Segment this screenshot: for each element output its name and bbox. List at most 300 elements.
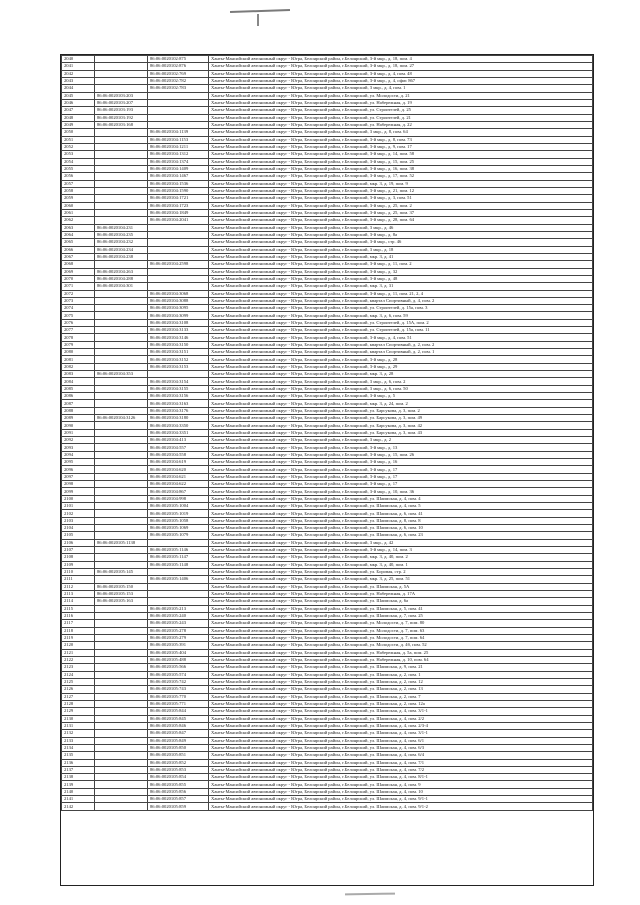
address-cell: Ханты-Мансийский автономный округ - Югра, Белоярский район, г.Белоярский, ул. Шаимская, д. 4, пом. 8/1-1 (209, 774, 593, 781)
cadastral-object-cell: 86:06:0020104:3154 (148, 378, 209, 385)
row-number-cell: 2136 (62, 759, 95, 766)
cadastral-parcel-cell (95, 700, 148, 707)
row-number-cell: 2045 (62, 92, 95, 99)
cadastral-parcel-cell: 86:06:0020104:231 (95, 224, 148, 231)
cadastral-parcel-cell (95, 173, 148, 180)
row-number-cell: 2116 (62, 612, 95, 619)
cadastral-parcel-cell (95, 202, 148, 209)
table-row (62, 209, 593, 216)
cadastral-parcel-cell: 86:06:0020104:232 (95, 239, 148, 246)
cadastral-parcel-cell (95, 63, 148, 70)
cadastral-object-cell (148, 268, 209, 275)
address-cell: Ханты-Мансийский автономный округ - Югра, Белоярский район, г.Белоярский, 3-й мкр., д. 15, пом. 26 (209, 451, 593, 458)
cadastral-object-cell: 86:06:0020105:845 (148, 715, 209, 722)
cadastral-parcel-cell (95, 327, 148, 334)
cadastral-object-cell: 86:06:0020104:3099 (148, 312, 209, 319)
address-cell: Ханты-Мансийский автономный округ - Югра, Белоярский район, г.Белоярский, ул. Строителей, д. 21 (209, 114, 593, 121)
cadastral-object-cell: 86:06:0020105:574 (148, 671, 209, 678)
row-number-cell: 2105 (62, 532, 95, 539)
cadastral-object-cell: 86:06:0020104:1312 (148, 151, 209, 158)
cadastral-object-cell: 86:06:0020104:1723 (148, 202, 209, 209)
row-number-cell: 2134 (62, 744, 95, 751)
cadastral-parcel-cell (95, 481, 148, 488)
cadastral-object-cell: 86:06:0020102:782 (148, 77, 209, 84)
address-cell: Ханты-Мансийский автономный округ - Югра, Белоярский район, г.Белоярский, ул. Шаимская, д. 6а (209, 598, 593, 605)
address-cell: Ханты-Мансийский автономный округ - Югра, Белоярский район, г.Белоярский, 3 мкр., д. 6, пом. 50 (209, 385, 593, 392)
table-row (62, 664, 593, 671)
table-row (62, 224, 593, 231)
cadastral-object-cell: 86:06:0020104:1721 (148, 195, 209, 202)
cadastral-object-cell: 86:06:0020104:622 (148, 481, 209, 488)
cadastral-object-cell: 86:06:0020105:857 (148, 796, 209, 803)
row-number-cell: 2085 (62, 385, 95, 392)
cadastral-parcel-cell (95, 70, 148, 77)
row-number-cell: 2074 (62, 305, 95, 312)
address-cell: Ханты-Мансийский автономный округ - Югра, Белоярский район, г.Белоярский, 3-й мкр., д. 10, пом. 36 (209, 488, 593, 495)
address-cell: Ханты-Мансийский автономный округ - Югра, Белоярский район, г.Белоярский, 3 мкр., д. 8, пом. 64 (209, 129, 593, 136)
address-cell: Ханты-Мансийский автономный округ - Югра, Белоярский район, г.Белоярский, ул. Набережная, д. 19 (209, 99, 593, 106)
table-row (62, 283, 593, 290)
table-row (62, 612, 593, 619)
table-row (62, 165, 593, 172)
cadastral-parcel-cell: 86:06:0020105:1138 (95, 539, 148, 546)
address-cell: Ханты-Мансийский автономный округ - Югра, Белоярский район, г.Белоярский, 3-й мкр., стр. 46 (209, 239, 593, 246)
cadastral-object-cell (148, 224, 209, 231)
cadastral-parcel-cell (95, 378, 148, 385)
cadastral-object-cell (148, 590, 209, 597)
cadastral-object-cell: 86:06:0020105:856 (148, 788, 209, 795)
row-number-cell: 2061 (62, 209, 95, 216)
cadastral-object-cell: 86:06:0020105:278 (148, 627, 209, 634)
table-row (62, 371, 593, 378)
table-row (62, 400, 593, 407)
cadastral-parcel-cell (95, 187, 148, 194)
table-row (62, 583, 593, 590)
cadastral-object-cell: 86:06:0020104:2598 (148, 261, 209, 268)
row-number-cell: 2114 (62, 598, 95, 605)
row-number-cell: 2099 (62, 488, 95, 495)
table-row (62, 407, 593, 414)
cadastral-parcel-cell (95, 752, 148, 759)
cadastral-object-cell: 86:06:0020104:3133 (148, 327, 209, 334)
cadastral-parcel-cell (95, 664, 148, 671)
cadastral-parcel-cell (95, 356, 148, 363)
cadastral-object-cell (148, 598, 209, 605)
address-cell: Ханты-Мансийский автономный округ - Югра, Белоярский район, г.Белоярский, 3-й мкр., д. 17 (209, 466, 593, 473)
cadastral-parcel-cell: 86:06:0020105:150 (95, 583, 148, 590)
address-cell: Ханты-Мансийский автономный округ - Югра, Белоярский район, г.Белоярский, ул. Боровая, стр. 2 (209, 568, 593, 575)
row-number-cell: 2119 (62, 634, 95, 641)
table-row (62, 598, 593, 605)
cadastral-parcel-cell (95, 437, 148, 444)
row-number-cell: 2113 (62, 590, 95, 597)
address-cell: Ханты-Мансийский автономный округ - Югра, Белоярский район, г.Белоярский, 3 мкр., д. 46 (209, 224, 593, 231)
address-cell: Ханты-Мансийский автономный округ - Югра, Белоярский район, г.Белоярский, ул. Шаимская, д. 4, пом. 6/1 (209, 737, 593, 744)
table-row (62, 378, 593, 385)
cadastral-object-cell (148, 99, 209, 106)
row-number-cell: 2137 (62, 766, 95, 773)
cadastral-object-cell: 86:06:0020105:847 (148, 730, 209, 737)
address-cell: Ханты-Мансийский автономный округ - Югра, Белоярский район, г.Белоярский, 3-й мкр., д. 4, пом. 48 (209, 70, 593, 77)
cadastral-object-cell: 86:06:0020104:1139 (148, 129, 209, 136)
table-row (62, 312, 593, 319)
address-cell: Ханты-Мансийский автономный округ - Югра, Белоярский район, г.Белоярский, ул. Строителей, д. 15а, пом. 3 (209, 305, 593, 312)
address-cell: Ханты-Мансийский автономный округ - Югра, Белоярский район, г.Белоярский, ул. Набережная, д. 22 (209, 121, 593, 128)
cadastral-object-cell (148, 239, 209, 246)
cadastral-parcel-cell (95, 195, 148, 202)
row-number-cell: 2138 (62, 774, 95, 781)
row-number-cell: 2047 (62, 107, 95, 114)
table-row (62, 752, 593, 759)
cadastral-parcel-cell (95, 715, 148, 722)
address-cell: Ханты-Мансийский автономный округ - Югра, Белоярский район, г.Белоярский, квартал Спортивный, д. 2, пом. 2 (209, 341, 593, 348)
cadastral-parcel-cell (95, 129, 148, 136)
address-cell: Ханты-Мансийский автономный округ - Югра, Белоярский район, г.Белоярский, 3-й мкр., д. 18, пом. 27 (209, 63, 593, 70)
cadastral-parcel-cell (95, 737, 148, 744)
table-row (62, 173, 593, 180)
address-cell: Ханты-Мансийский автономный округ - Югра, Белоярский район, г.Белоярский, 3-й мкр., д. 14, пом. 58 (209, 151, 593, 158)
cadastral-object-cell: 86:06:0020104:1849 (148, 209, 209, 216)
cadastral-parcel-cell (95, 576, 148, 583)
cadastral-parcel-cell (95, 209, 148, 216)
row-number-cell: 2052 (62, 143, 95, 150)
row-number-cell: 2141 (62, 796, 95, 803)
table-row (62, 642, 593, 649)
address-cell: Ханты-Мансийский автономный округ - Югра, Белоярский район, г.Белоярский, 3-й мкр., д. 16 (209, 459, 593, 466)
address-cell: Ханты-Мансийский автономный округ - Югра, Белоярский район, г.Белоярский, ул. Шаимская, д. 4, пом. 3/1-1 (209, 730, 593, 737)
address-cell: Ханты-Мансийский автономный округ - Югра, Белоярский район, г.Белоярский, ул. Молодости, д. 7, пом. 64 (209, 634, 593, 641)
table-row (62, 700, 593, 707)
cadastral-object-cell: 86:06:0020104:1467 (148, 173, 209, 180)
table-row (62, 568, 593, 575)
table-row (62, 437, 593, 444)
address-cell: Ханты-Мансийский автономный округ - Югра, Белоярский район, г.Белоярский, ул. Шаимская, д. 6, пом. 23 (209, 532, 593, 539)
cadastral-parcel-cell (95, 788, 148, 795)
row-number-cell: 2072 (62, 290, 95, 297)
cadastral-object-cell (148, 539, 209, 546)
cadastral-object-cell: 86:06:0020105:243 (148, 620, 209, 627)
table-row (62, 590, 593, 597)
address-cell: Ханты-Мансийский автономный округ - Югра, Белоярский район, г.Белоярский, 3-й мкр., д. 32 (209, 268, 593, 275)
address-cell: Ханты-Мансийский автономный округ - Югра, Белоярский район, г.Белоярский, 3-й мкр., д. 28 (209, 356, 593, 363)
address-cell: Ханты-Мансийский автономный округ - Югра, Белоярский район, г.Белоярский, ул. Барсукова, д. 3, пом. 43 (209, 429, 593, 436)
cadastral-object-cell: 86:06:0020105:1406 (148, 576, 209, 583)
cadastral-parcel-cell (95, 451, 148, 458)
cadastral-parcel-cell (95, 627, 148, 634)
row-number-cell: 2094 (62, 451, 95, 458)
cadastral-object-cell: 86:06:0020105:851 (148, 752, 209, 759)
table-row (62, 744, 593, 751)
address-cell: Ханты-Мансийский автономный округ - Югра, Белоярский район, г.Белоярский, 3 мкр., д. 4, пом. 1 (209, 85, 593, 92)
address-cell: Ханты-Мансийский автономный округ - Югра, Белоярский район, г.Белоярский, 3-й мкр., д. 16, пом. 38 (209, 165, 593, 172)
cadastral-parcel-cell (95, 151, 148, 158)
cadastral-parcel-cell (95, 385, 148, 392)
row-number-cell: 2101 (62, 503, 95, 510)
row-number-cell: 2093 (62, 444, 95, 451)
row-number-cell: 2080 (62, 349, 95, 356)
cadastral-object-cell: 86:06:0020105:855 (148, 781, 209, 788)
row-number-cell: 2115 (62, 605, 95, 612)
table-row (62, 686, 593, 693)
cadastral-parcel-cell: 86:06:0020104:238 (95, 253, 148, 260)
row-number-cell: 2049 (62, 121, 95, 128)
cadastral-parcel-cell (95, 744, 148, 751)
cadastral-object-cell (148, 253, 209, 260)
cadastral-object-cell: 86:06:0020105:488 (148, 656, 209, 663)
cadastral-object-cell: 86:06:0020104:3350 (148, 422, 209, 429)
row-number-cell: 2102 (62, 510, 95, 517)
address-cell: Ханты-Мансийский автономный округ - Югра, Белоярский район, г.Белоярский, 3-й мкр., д. 8а (209, 231, 593, 238)
address-cell: Ханты-Мансийский автономный округ - Югра, Белоярский район, г.Белоярский, ул. Молодости, д. 7, пом. 63 (209, 627, 593, 634)
cadastral-object-cell: 86:06:0020102:876 (148, 63, 209, 70)
table-row (62, 422, 593, 429)
cadastral-parcel-cell (95, 510, 148, 517)
cadastral-parcel-cell (95, 796, 148, 803)
table-row (62, 217, 593, 224)
cadastral-parcel-cell: 86:06:0020103:193 (95, 107, 148, 114)
address-cell: Ханты-Мансийский автономный округ - Югра, Белоярский район, г.Белоярский, ул. Шаимская, д. 4, пом. 9/1-1 (209, 796, 593, 803)
cadastral-object-cell: 86:06:0020105:1146 (148, 546, 209, 553)
cadastral-parcel-cell: 86:06:0020104:263 (95, 268, 148, 275)
table-row (62, 459, 593, 466)
cadastral-object-cell: 86:06:0020105:742 (148, 678, 209, 685)
cadastral-parcel-cell: 86:06:0020104:234 (95, 246, 148, 253)
cadastral-object-cell: 86:06:0020105:1058 (148, 517, 209, 524)
row-number-cell: 2058 (62, 187, 95, 194)
cadastral-parcel-cell (95, 341, 148, 348)
row-number-cell: 2121 (62, 649, 95, 656)
cadastral-parcel-cell (95, 217, 148, 224)
address-cell: Ханты-Мансийский автономный округ - Югра, Белоярский район, г.Белоярский, ул. Шаимская, д. 2, пом. 12 (209, 678, 593, 685)
row-number-cell: 2066 (62, 246, 95, 253)
cadastral-object-cell (148, 371, 209, 378)
row-number-cell: 2046 (62, 99, 95, 106)
address-cell: Ханты-Мансийский автономный округ - Югра, Белоярский район, г.Белоярский, 3-й мкр., д. 4, пом. 51 (209, 334, 593, 341)
cadastral-object-cell (148, 583, 209, 590)
cadastral-parcel-cell (95, 422, 148, 429)
row-number-cell: 2095 (62, 459, 95, 466)
table-row (62, 510, 593, 517)
cadastral-parcel-cell: 86:06:0020103:192 (95, 114, 148, 121)
cadastral-object-cell: 86:06:0020105:770 (148, 693, 209, 700)
row-number-cell: 2135 (62, 752, 95, 759)
row-number-cell: 2050 (62, 129, 95, 136)
table-row (62, 107, 593, 114)
cadastral-parcel-cell (95, 261, 148, 268)
row-number-cell: 2079 (62, 341, 95, 348)
table-row (62, 737, 593, 744)
address-cell: Ханты-Мансийский автономный округ - Югра, Белоярский район, г.Белоярский, 3-й мкр., д. 15, пом. 25 (209, 158, 593, 165)
address-cell: Ханты-Мансийский автономный округ - Югра, Белоярский район, г.Белоярский, ул. Шаимская, д. 4, пом. 3/1-1 (209, 708, 593, 715)
cadastral-parcel-cell (95, 180, 148, 187)
address-cell: Ханты-Мансийский автономный округ - Югра, Белоярский район, г.Белоярский, мкр. 3, д. 25, пом. 51 (209, 576, 593, 583)
row-number-cell: 2082 (62, 363, 95, 370)
cadastral-object-cell: 86:06:0020104:3156 (148, 393, 209, 400)
cadastral-parcel-cell (95, 759, 148, 766)
cadastral-parcel-cell (95, 459, 148, 466)
cadastral-parcel-cell (95, 766, 148, 773)
scan-artifact-dot (257, 14, 259, 26)
row-number-cell: 2042 (62, 70, 95, 77)
row-number-cell: 2043 (62, 77, 95, 84)
cadastral-object-cell (148, 107, 209, 114)
cadastral-parcel-cell (95, 686, 148, 693)
address-cell: Ханты-Мансийский автономный округ - Югра, Белоярский район, г.Белоярский, 3-й мкр., д. 28, пом. 64 (209, 217, 593, 224)
row-number-cell: 2118 (62, 627, 95, 634)
cadastral-parcel-cell: 86:06:0020104:288 (95, 275, 148, 282)
cadastral-object-cell (148, 275, 209, 282)
row-number-cell: 2081 (62, 356, 95, 363)
table-row (62, 576, 593, 583)
cadastral-object-cell: 86:06:0020104:621 (148, 473, 209, 480)
table-row (62, 532, 593, 539)
row-number-cell: 2100 (62, 495, 95, 502)
cadastral-object-cell: 86:06:0020104:1409 (148, 165, 209, 172)
row-number-cell: 2076 (62, 319, 95, 326)
cadastral-parcel-cell: 86:06:0020104:3126 (95, 415, 148, 422)
address-cell: Ханты-Мансийский автономный округ - Югра, Белоярский район, г.Белоярский, ул. Молодости, д. 4б, пом. 52 (209, 642, 593, 649)
row-number-cell: 2068 (62, 261, 95, 268)
cadastral-parcel-cell (95, 429, 148, 436)
row-number-cell: 2091 (62, 429, 95, 436)
row-number-cell: 2075 (62, 312, 95, 319)
cadastral-object-cell: 86:06:0020104:3176 (148, 407, 209, 414)
table-row (62, 481, 593, 488)
table-row (62, 385, 593, 392)
cadastral-object-cell: 86:06:0020105:846 (148, 722, 209, 729)
table-row (62, 788, 593, 795)
row-number-cell: 2108 (62, 554, 95, 561)
table-row (62, 693, 593, 700)
table-row (62, 136, 593, 143)
table-row (62, 327, 593, 334)
cadastral-object-cell: 86:06:0020104:1153 (148, 136, 209, 143)
cadastral-object-cell: 86:06:0020105:1079 (148, 532, 209, 539)
cadastral-object-cell: 86:06:0020105:391 (148, 642, 209, 649)
row-number-cell: 2051 (62, 136, 95, 143)
table-row (62, 525, 593, 532)
table-row (62, 473, 593, 480)
table-row (62, 627, 593, 634)
address-cell: Ханты-Мансийский автономный округ - Югра, Белоярский район, г.Белоярский, 3-й мкр., д. 29 (209, 363, 593, 370)
row-number-cell: 2133 (62, 737, 95, 744)
table-row (62, 722, 593, 729)
scan-artifact-bottom (345, 893, 395, 896)
table-row (62, 114, 593, 121)
cadastral-object-cell: 86:06:0020104:3180 (148, 415, 209, 422)
cadastral-parcel-cell (95, 503, 148, 510)
cadastral-parcel-cell (95, 612, 148, 619)
row-number-cell: 2112 (62, 583, 95, 590)
row-number-cell: 2139 (62, 781, 95, 788)
row-number-cell: 2059 (62, 195, 95, 202)
address-cell: Ханты-Мансийский автономный округ - Югра, Белоярский район, г.Белоярский, ул. Шаимская, д. 4, пом. 6/3 (209, 744, 593, 751)
table-row (62, 246, 593, 253)
row-number-cell: 2057 (62, 180, 95, 187)
row-number-cell: 2117 (62, 620, 95, 627)
row-number-cell: 2089 (62, 415, 95, 422)
cadastral-object-cell: 86:06:0020105:1019 (148, 510, 209, 517)
table-row (62, 253, 593, 260)
row-number-cell: 2073 (62, 297, 95, 304)
row-number-cell: 2067 (62, 253, 95, 260)
cadastral-object-cell: 86:06:0020105:849 (148, 737, 209, 744)
table-row (62, 649, 593, 656)
row-number-cell: 2106 (62, 539, 95, 546)
cadastral-object-cell: 86:06:0020104:1536 (148, 180, 209, 187)
address-cell: Ханты-Мансийский автономный округ - Югра, Белоярский район, г.Белоярский, 3-й мкр., д. 11, пом. 21, 2, 4 (209, 290, 593, 297)
table-row (62, 268, 593, 275)
row-number-cell: 2056 (62, 173, 95, 180)
cadastral-object-cell: 86:06:0020104:558 (148, 451, 209, 458)
row-number-cell: 2132 (62, 730, 95, 737)
table-row (62, 143, 593, 150)
row-number-cell: 2048 (62, 114, 95, 121)
cadastral-parcel-cell (95, 319, 148, 326)
cadastral-parcel-cell (95, 546, 148, 553)
cadastral-object-cell: 86:06:0020104:3068 (148, 290, 209, 297)
cadastral-object-cell: 86:06:0020104:3163 (148, 400, 209, 407)
cadastral-object-cell: 86:06:0020104:619 (148, 459, 209, 466)
cadastral-parcel-cell (95, 407, 148, 414)
row-number-cell: 2107 (62, 546, 95, 553)
table-row (62, 85, 593, 92)
table-row (62, 803, 593, 810)
cadastral-parcel-cell (95, 165, 148, 172)
cadastral-parcel-cell (95, 297, 148, 304)
cadastral-object-cell: 86:06:0020105:1069 (148, 525, 209, 532)
row-number-cell: 2054 (62, 158, 95, 165)
address-cell: Ханты-Мансийский автономный округ - Югра, Белоярский район, г.Белоярский, мкр. 3, д. 41 (209, 253, 593, 260)
cadastral-object-cell: 86:06:0020105:404 (148, 649, 209, 656)
cadastral-object-cell: 86:06:0020104:557 (148, 444, 209, 451)
table-row (62, 129, 593, 136)
cadastral-object-cell: 86:06:0020104:2041 (148, 217, 209, 224)
cadastral-object-cell: 86:06:0020105:1147 (148, 554, 209, 561)
address-cell: Ханты-Мансийский автономный округ - Югра, Белоярский район, г.Белоярский, ул. Набережная, д. 5а, пом. 25 (209, 649, 593, 656)
cadastral-parcel-cell (95, 136, 148, 143)
table-row (62, 766, 593, 773)
row-number-cell: 2062 (62, 217, 95, 224)
table-row (62, 796, 593, 803)
cadastral-parcel-cell (95, 525, 148, 532)
cadastral-object-cell: 86:06:0020104:1590 (148, 187, 209, 194)
cadastral-parcel-cell (95, 803, 148, 810)
cadastral-parcel-cell (95, 473, 148, 480)
table-row (62, 671, 593, 678)
cadastral-parcel-cell (95, 620, 148, 627)
address-cell: Ханты-Мансийский автономный округ - Югра, Белоярский район, г.Белоярский, ул. Шаимская, д. 4, пом. 5 (209, 503, 593, 510)
cadastral-parcel-cell (95, 561, 148, 568)
address-cell: Ханты-Мансийский автономный округ - Югра, Белоярский район, г.Белоярский, ул. Шаимская, д. 4, пом. 7/2 (209, 766, 593, 773)
table-row (62, 202, 593, 209)
cadastral-object-cell (148, 568, 209, 575)
cadastral-object-cell: 86:06:0020104:867 (148, 488, 209, 495)
address-cell: Ханты-Мансийский автономный округ - Югра, Белоярский район, г.Белоярский, 3 мкр., д. 42 (209, 539, 593, 546)
cadastral-parcel-cell (95, 554, 148, 561)
row-number-cell: 2088 (62, 407, 95, 414)
address-cell: Ханты-Мансийский автономный округ - Югра, Белоярский район, г.Белоярский, 3-й мкр., д. 11, пом. 2 (209, 261, 593, 268)
address-cell: Ханты-Мансийский автономный округ - Югра, Белоярский район, г.Белоярский, ул. Барсукова, д. 3, пом. 49 (209, 415, 593, 422)
cadastral-parcel-cell (95, 730, 148, 737)
row-number-cell: 2084 (62, 378, 95, 385)
table-row (62, 415, 593, 422)
cadastral-object-cell: 86:06:0020104:3151 (148, 349, 209, 356)
cadastral-parcel-cell (95, 517, 148, 524)
row-number-cell: 2140 (62, 788, 95, 795)
cadastral-parcel-cell (95, 363, 148, 370)
cadastral-parcel-cell: 86:06:0020105:153 (95, 590, 148, 597)
